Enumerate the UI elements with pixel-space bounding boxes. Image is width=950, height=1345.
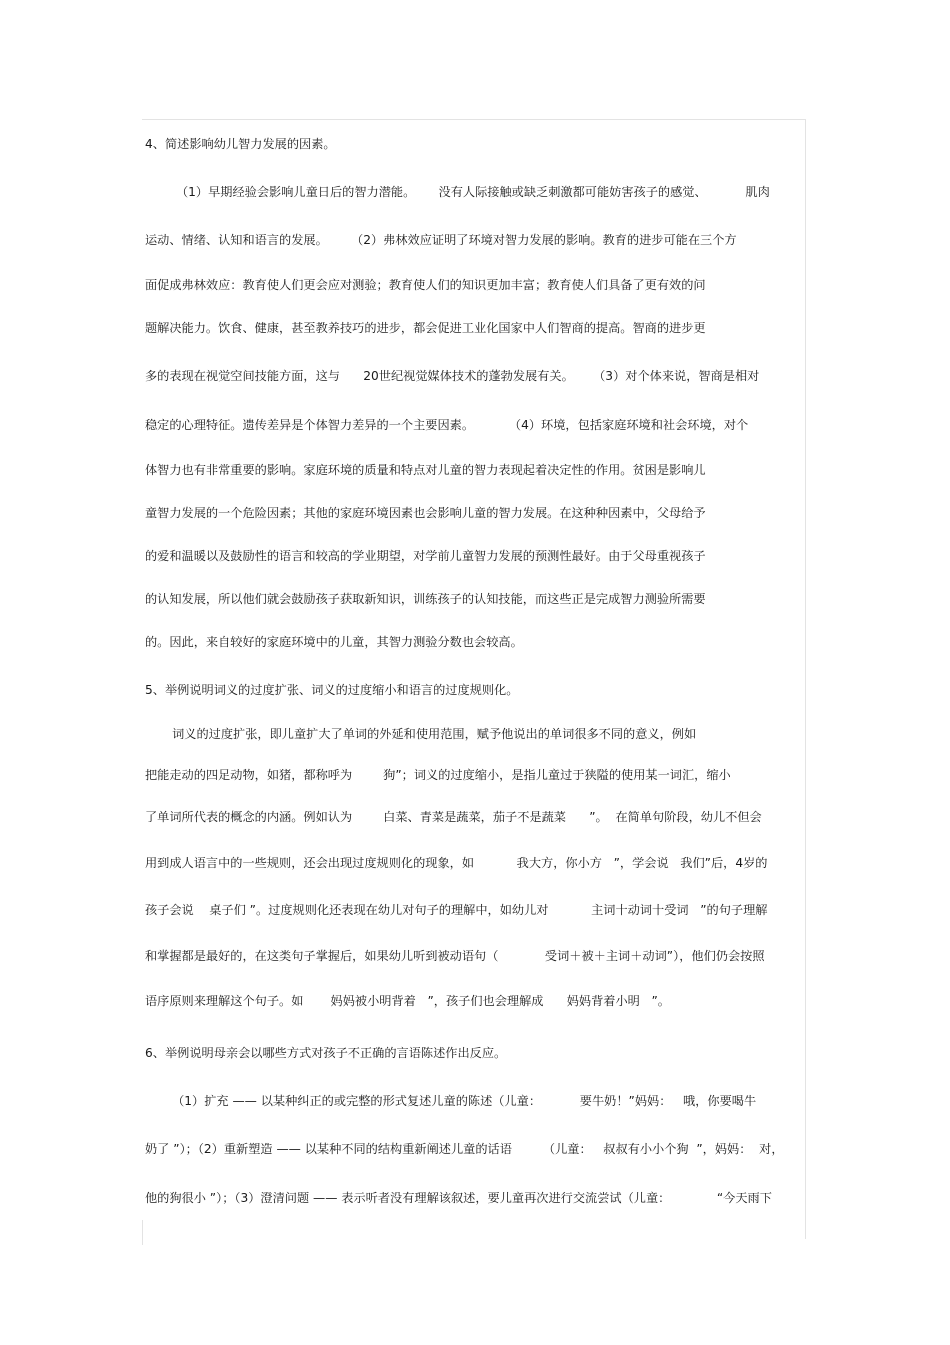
paragraph-line: 体智力也有非常重要的影响。家庭环境的质量和特点对儿童的智力表现起着决定性的作用。贫困是影响儿: [145, 463, 706, 477]
paragraph-line: 运动、情绪、认知和语言的发展。 （2）弗林效应证明了环境对智力发展的影响。教育的进步可能在三个方: [145, 233, 737, 247]
paragraph-line: 词义的过度扩张，即儿童扩大了单词的外延和使用范围，赋予他说出的单词很多不同的意义，例如: [145, 727, 697, 741]
paragraph-line: 孩子会说 桌子们 ”。过度规则化还表现在幼儿对句子的理解中，如幼儿对 主词十动词十受词 ”的句子理解: [145, 903, 768, 917]
paragraph-line: 面促成弗林效应：教育使人们更会应对测验；教育使人们的知识更加丰富；教育使人们具备了更有效的问: [145, 278, 706, 292]
paragraph-line: 的爱和温暖以及鼓励性的语言和较高的学业期望，对学前儿童智力发展的预测性最好。由于父母重视孩子: [145, 549, 706, 563]
paragraph-line: 的。因此，来自较好的家庭环境中的儿童，其智力测验分数也会较高。: [145, 635, 523, 649]
paragraph-line: 了单词所代表的概念的内涵。例如认为 白菜、青菜是蔬菜，茄子不是蔬菜 ”。 在简单句阶段，幼儿不但会: [145, 810, 762, 824]
paragraph-line: 的认知发展，所以他们就会鼓励孩子获取新知识，训练孩子的认知技能，而这些正是完成智力测验所需要: [145, 592, 706, 606]
paragraph-line: 用到成人语言中的一些规则，还会出现过度规则化的现象，如 我大方，你小方 ”，学会说 我们”后，4岁的: [145, 856, 768, 870]
paragraph-line: 他的狗很小 ”）；（3）澄清问题 —— 表示听者没有理解该叙述，要儿童再次进行交流尝试（儿童： “今天雨下: [145, 1191, 772, 1205]
paragraph-line: 把能走动的四足动物，如猪，都称呼为 狗”；词义的过度缩小，是指儿童过于狭隘的使用某一词汇，缩小: [145, 768, 731, 782]
paragraph-line: 和掌握都是最好的，在这类句子掌握后，如果幼儿听到被动语句（ 受词＋被＋主词＋动词”），他们仍会按照: [145, 949, 765, 963]
paragraph-line: 童智力发展的一个危险因素；其他的家庭环境因素也会影响儿童的智力发展。在这种种因素中，父母给予: [145, 506, 706, 520]
paragraph-line: 题解决能力。饮食、健康，甚至教养技巧的进步，都会促进工业化国家中人们智商的提高。智商的进步更: [145, 321, 706, 335]
paragraph-line: 多的表现在视觉空间技能方面，这与 20世纪视觉媒体技术的蓬勃发展有关。 （3）对个体来说，智商是相对: [145, 369, 760, 383]
heading-q6: 6、举例说明母亲会以哪些方式对孩子不正确的言语陈述作出反应。: [145, 1046, 507, 1060]
paragraph-line: （1）早期经验会影响儿童日后的智力潜能。 没有人际接触或缺乏刺激都可能妨害孩子的感觉、 肌肉: [145, 185, 770, 199]
page-border-left: [142, 1220, 143, 1245]
heading-q5: 5、举例说明词义的过度扩张、词义的过度缩小和语言的过度规则化。: [145, 683, 519, 697]
paragraph-line: 语序原则来理解这个句子。如 妈妈被小明背着 ”，孩子们也会理解成 妈妈背着小明 ”。: [145, 994, 670, 1008]
paragraph-line: 稳定的心理特征。遗传差异是个体智力差异的一个主要因素。 （4）环境，包括家庭环境和社会环境，对个: [145, 418, 749, 432]
paragraph-line: 奶了 ”）；（2）重新塑造 —— 以某种不同的结构重新阐述儿童的话语 （儿童： 叔叔有小小个狗 ”，妈妈： 对，: [145, 1142, 784, 1156]
paragraph-line: （1）扩充 —— 以某种纠正的或完整的形式复述儿童的陈述（儿童： 要牛奶！”妈妈： 哦，你要喝牛: [145, 1094, 757, 1108]
heading-q4: 4、简述影响幼儿智力发展的因素。: [145, 137, 336, 151]
